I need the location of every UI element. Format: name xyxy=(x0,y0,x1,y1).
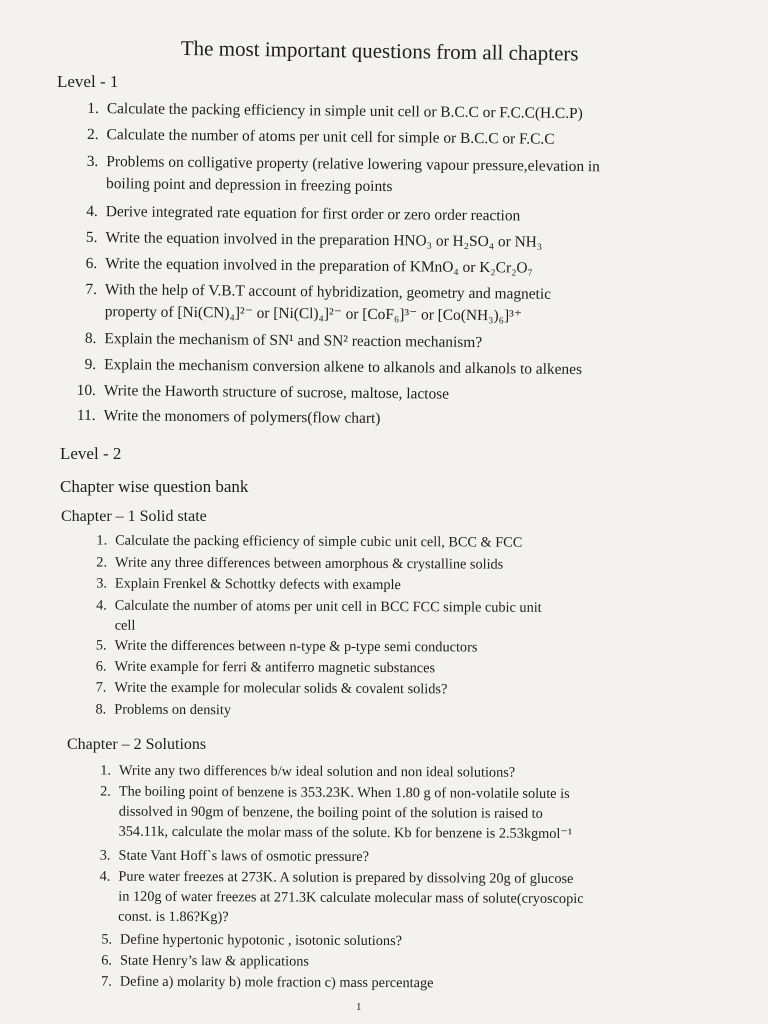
list-item xyxy=(96,531,523,553)
list-item xyxy=(86,151,601,200)
page-number: 1 xyxy=(356,1001,362,1013)
list-item xyxy=(95,657,436,679)
question-number: 10. xyxy=(76,381,97,400)
question-number: 8. xyxy=(95,701,107,718)
list-item xyxy=(99,846,369,867)
list-item xyxy=(96,574,401,595)
question-text: With the help of V.B.T account of hybridization, geometry and magnetic xyxy=(104,281,552,303)
question-number: 1. xyxy=(96,532,108,549)
chapter-1-heading: Chapter – 1 Solid state xyxy=(61,508,207,525)
list-item xyxy=(86,201,521,227)
question-text-continued: property of [Ni(CN)₄]²⁻ or [Ni(Cl)₄]²⁻ or [CoF₆]³⁻ or [Co(NH₃)₆]³⁺ xyxy=(104,303,522,325)
list-item xyxy=(100,761,516,783)
question-number: 3. xyxy=(96,575,107,592)
list-item xyxy=(100,782,573,844)
question-number: 4. xyxy=(99,868,111,885)
question-text-continued: cell xyxy=(114,617,136,634)
question-text: Explain the mechanism of SN¹ and SN² reaction mechanism? xyxy=(104,330,483,352)
question-text: Explain the mechanism conversion alkene to alkanols and alkanols to alkenes xyxy=(104,356,583,379)
level-2-heading: Level - 2 xyxy=(60,444,122,463)
question-text: Write the equation involved in the preparation HNO₃ or H₂SO₄ or NH₃ xyxy=(105,229,543,251)
list-item xyxy=(84,328,483,354)
question-text: Calculate the number of atoms per unit cell for simple or B.C.C or F.C.C xyxy=(106,126,555,148)
question-text: Write the differences between n-type & p-type semi conductors xyxy=(114,637,478,656)
question-number: 1. xyxy=(100,762,112,779)
question-number: 5. xyxy=(95,637,107,654)
question-number: 5. xyxy=(101,931,113,948)
list-item xyxy=(101,951,310,972)
question-text: Derive integrated rate equation for first order or zero order reaction xyxy=(105,203,521,225)
question-number: 1. xyxy=(87,99,99,118)
list-item xyxy=(76,405,381,430)
question-text: Pure water freezes at 273K. A solution is prepared by dissolving 20g of glucose xyxy=(118,868,574,888)
list-item xyxy=(85,279,552,328)
question-number: 9. xyxy=(84,355,97,374)
list-item xyxy=(85,253,534,279)
question-text: Write the monomers of polymers(flow chart) xyxy=(103,407,381,428)
question-text: Write the equation involved in the preparation of KMnO₄ or K₂Cr₂O₇ xyxy=(105,255,534,277)
question-number: 7. xyxy=(101,973,112,990)
list-item xyxy=(96,596,542,638)
question-text: Define hypertonic hypotonic , isotonic solutions? xyxy=(120,931,403,950)
question-text: State Henry’s law & applications xyxy=(119,952,310,970)
question-number: 2. xyxy=(100,783,111,800)
question-bank-heading: Chapter wise question bank xyxy=(60,477,249,496)
list-item xyxy=(96,553,504,575)
list-item xyxy=(95,700,232,721)
question-text: Write any three differences between amorphous & crystalline solids xyxy=(115,554,504,573)
question-text-continued: in 120g of water freezes at 271.3K calculate molecular mass of solute(cryoscopic xyxy=(118,888,584,908)
list-item xyxy=(101,972,434,994)
question-number: 11. xyxy=(76,406,96,425)
list-item xyxy=(86,124,555,151)
question-number: 6. xyxy=(101,952,113,969)
question-number: 2. xyxy=(86,125,99,144)
question-number: 4. xyxy=(86,202,98,221)
question-text-continued: boiling point and depression in freezing points xyxy=(105,175,393,196)
list-item xyxy=(99,867,584,929)
page-title: The most important questions from all chapters xyxy=(180,36,579,66)
question-number: 7. xyxy=(85,280,98,299)
question-text: Write the example for molecular solids & covalent solids? xyxy=(114,679,448,698)
question-text: Calculate the packing efficiency in simple unit cell or B.C.C or F.C.C(H.C.P) xyxy=(106,100,583,123)
question-text: Define a) molarity b) mole fraction c) mass percentage xyxy=(119,973,434,992)
question-text-continued: const. is 1.86?Kg)? xyxy=(118,908,229,926)
level-1-heading: Level - 1 xyxy=(57,72,119,91)
question-text: Explain Frenkel & Schottky defects with example xyxy=(114,575,401,594)
list-item xyxy=(101,930,403,951)
question-number: 3. xyxy=(86,152,99,171)
question-number: 6. xyxy=(95,658,107,675)
list-item xyxy=(84,354,583,381)
question-text: State Vant Hoff`s laws of osmotic pressure? xyxy=(118,847,369,865)
question-number: 4. xyxy=(96,597,107,614)
list-item xyxy=(85,227,543,254)
list-item xyxy=(87,98,583,125)
question-text: Write any two differences b/w ideal solution and non ideal solutions? xyxy=(118,762,516,781)
question-text: Calculate the packing efficiency of simple cubic unit cell, BCC & FCC xyxy=(115,532,523,551)
question-number: 7. xyxy=(95,679,107,696)
list-item xyxy=(95,678,448,700)
question-number: 3. xyxy=(99,847,111,864)
question-text: Write example for ferri & antiferro magnetic substances xyxy=(114,658,436,677)
question-text: Write the Haworth structure of sucrose, maltose, lactose xyxy=(103,382,450,403)
question-text-continued: 354.11k, calculate the molar mass of the solute. Kb for benzene is 2.53kgmol⁻¹ xyxy=(118,823,573,843)
list-item xyxy=(76,380,450,406)
list-item xyxy=(95,636,478,658)
chapter-2-heading: Chapter – 2 Solutions xyxy=(67,736,207,753)
question-text: Calculate the number of atoms per unit cell in BCC FCC simple cubic unit xyxy=(114,597,542,616)
question-text: Problems on colligative property (relative lowering vapour pressure,elevation in xyxy=(106,153,601,176)
question-number: 5. xyxy=(85,228,98,247)
question-text: The boiling point of benzene is 353.23K. When 1.80 g of non-volatile solute is xyxy=(118,783,570,802)
question-text-continued: dissolved in 90gm of benzene, the boiling point of the solution is raised to xyxy=(118,803,543,822)
question-number: 6. xyxy=(85,254,98,273)
question-number: 8. xyxy=(84,329,97,348)
question-text: Problems on density xyxy=(114,701,232,719)
question-number: 2. xyxy=(96,554,108,571)
